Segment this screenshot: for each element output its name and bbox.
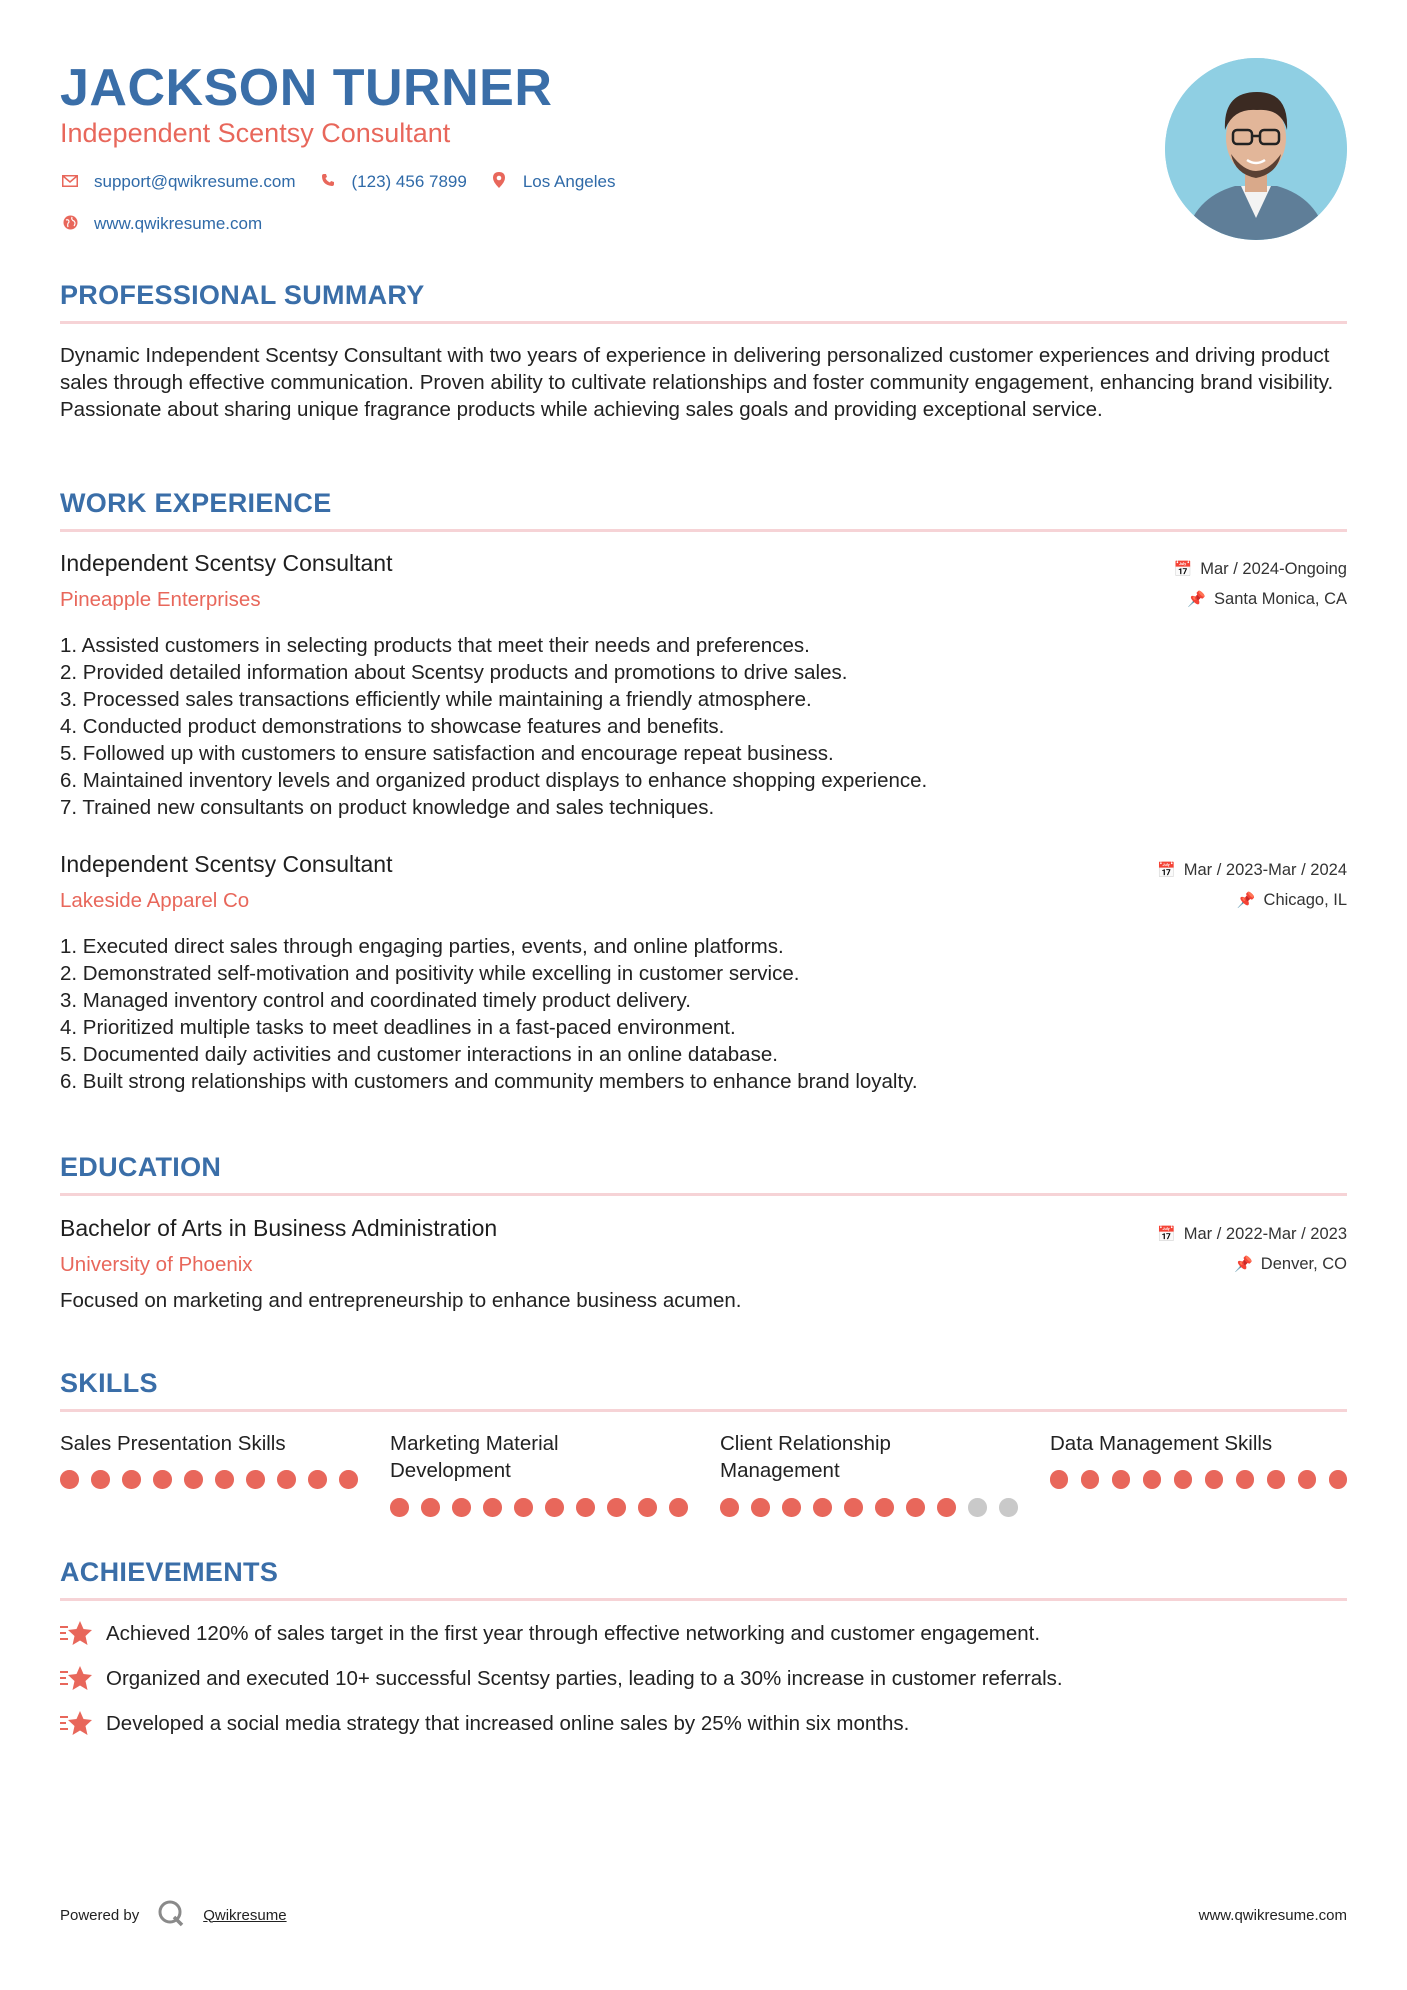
list-item: 1. Assisted customers in selecting products that meet their needs and preferences. (60, 634, 810, 657)
list-item: 6. Maintained inventory levels and organized product displays to enhance shopping experience. (60, 769, 928, 792)
rating-dot-filled (390, 1498, 409, 1517)
rating-dot-filled (844, 1498, 863, 1517)
achievement-text: Developed a social media strategy that increased online sales by 25% within six months. (106, 1711, 910, 1735)
summary-section (60, 280, 1347, 423)
rating-dot-filled (339, 1470, 358, 1489)
rating-dot-filled (1205, 1470, 1223, 1489)
summary-text: Dynamic Independent Scentsy Consultant with two years of experience in delivering personalized customer experiences and driving product sales through effective communication. Proven ability to cultivate relationships and foster community engagement, enhancing brand visibility. Passionate about sharing unique fragrance products while achieving sales goals and providing exceptional service. (60, 344, 1334, 421)
globe-icon (60, 215, 80, 234)
job-meta (1157, 855, 1347, 915)
list-item: 5. Followed up with customers to ensure satisfaction and encourage repeat business. (60, 742, 834, 765)
skill-name: Sales Presentation Skills (60, 1432, 286, 1455)
rating-dot-filled (153, 1470, 172, 1489)
rating-dot-filled (906, 1498, 925, 1517)
list-item: 2. Demonstrated self-motivation and positivity while excelling in customer service. (60, 962, 800, 985)
rating-dot-filled (91, 1470, 110, 1489)
contact-row-website (60, 214, 284, 234)
rating-dot-empty (968, 1498, 987, 1517)
website-text: www.qwikresume.com (94, 214, 263, 233)
calendar-icon: 📅 (1157, 862, 1176, 879)
rating-dot-filled (1143, 1470, 1161, 1489)
section-divider (60, 1409, 1347, 1412)
rating-dot-filled (576, 1498, 595, 1517)
brand-link[interactable]: Qwikresume (203, 1906, 287, 1924)
rating-dot-filled (215, 1470, 234, 1489)
list-item: 3. Managed inventory control and coordinated timely product delivery. (60, 989, 691, 1012)
footer-url[interactable]: www.qwikresume.com (1198, 1906, 1347, 1924)
list-item: 7. Trained new consultants on product knowledge and sales techniques. (60, 796, 715, 819)
job-company: Pineapple Enterprises (60, 588, 261, 611)
contact-phone[interactable] (318, 172, 467, 192)
achievements-heading: ACHIEVEMENTS (60, 1557, 279, 1587)
list-item: 5. Documented daily activities and customer interactions in an online database. (60, 1043, 778, 1066)
contact-row (60, 172, 637, 192)
pushpin-icon: 📌 (1234, 1256, 1253, 1273)
education-entry (60, 1215, 1347, 1313)
rating-dot-filled (545, 1498, 564, 1517)
rating-dot-filled (246, 1470, 265, 1489)
rating-dot-filled (638, 1498, 657, 1517)
email-text: support@qwikresume.com (94, 172, 296, 191)
rating-dot-filled (782, 1498, 801, 1517)
section-divider (60, 1193, 1347, 1196)
mail-icon (60, 174, 80, 191)
skills-section (60, 1368, 1347, 1412)
rating-dot-filled (813, 1498, 832, 1517)
location-pin-icon (489, 172, 509, 192)
rating-dot-filled (1329, 1470, 1347, 1489)
location-text: Los Angeles (522, 172, 616, 191)
job-company: Lakeside Apparel Co (60, 889, 250, 912)
rating-dot-empty (999, 1498, 1018, 1517)
rating-dot-filled (937, 1498, 956, 1517)
skill-name: Data Management Skills (1050, 1432, 1273, 1455)
list-item: 3. Processed sales transactions efficiently while maintaining a friendly atmosphere. (60, 688, 812, 711)
rating-dot-filled (607, 1498, 626, 1517)
education-dates: Mar / 2022-Mar / 2023 (1183, 1224, 1347, 1243)
rating-dot-filled (308, 1470, 327, 1489)
powered-by-label: Powered by (60, 1906, 140, 1924)
skill-name: Marketing Material Development (390, 1432, 559, 1482)
rating-dot-filled (1050, 1470, 1068, 1489)
achievement-item (60, 1656, 1347, 1701)
rating-dot-filled (60, 1470, 79, 1489)
achievement-item (60, 1611, 1347, 1656)
achievements-list (60, 1611, 1347, 1746)
rating-dot-filled (1267, 1470, 1285, 1489)
job-meta (1174, 554, 1347, 614)
calendar-icon: 📅 (1157, 1226, 1176, 1243)
rating-dot-filled (875, 1498, 894, 1517)
list-item: 2. Provided detailed information about Scentsy products and promotions to drive sales. (60, 661, 848, 684)
phone-text: (123) 456 7899 (351, 172, 467, 191)
school-name: University of Phoenix (60, 1253, 253, 1276)
rating-dot-filled (751, 1498, 770, 1517)
rating-dot-filled (720, 1498, 739, 1517)
contact-location (489, 172, 616, 192)
contact-email[interactable] (60, 172, 296, 192)
list-item: 1. Executed direct sales through engaging parties, events, and online platforms. (60, 935, 784, 958)
job-location: Chicago, IL (1263, 890, 1347, 909)
rating-dot-filled (122, 1470, 141, 1489)
skill-rating (390, 1498, 720, 1517)
job-bullets (60, 632, 1347, 821)
degree-title: Bachelor of Arts in Business Administration (60, 1215, 498, 1241)
education-meta (1157, 1219, 1347, 1279)
section-divider (60, 1598, 1347, 1601)
pushpin-icon: 📌 (1236, 892, 1256, 909)
skill-item (1050, 1430, 1347, 1517)
skill-item (390, 1430, 720, 1517)
rating-dot-filled (1174, 1470, 1192, 1489)
rating-dot-filled (452, 1498, 471, 1517)
skill-rating (1050, 1470, 1347, 1489)
job-location: Santa Monica, CA (1214, 589, 1347, 608)
job-entry (60, 851, 1347, 1095)
footer (60, 1900, 1347, 1930)
job-dates: Mar / 2023-Mar / 2024 (1183, 860, 1347, 879)
education-heading: EDUCATION (60, 1152, 222, 1182)
education-section (60, 1152, 1347, 1196)
education-description: Focused on marketing and entrepreneurship to enhance business acumen. (60, 1289, 742, 1312)
skill-rating (720, 1498, 1050, 1517)
candidate-name: JACKSON TURNER (60, 59, 553, 117)
rating-dot-filled (483, 1498, 502, 1517)
rating-dot-filled (421, 1498, 440, 1517)
achievement-text: Achieved 120% of sales target in the first year through effective networking and customer engagement. (106, 1621, 1041, 1645)
skills-heading: SKILLS (60, 1368, 158, 1398)
profile-photo (1165, 58, 1347, 240)
achievement-text: Organized and executed 10+ successful Scentsy parties, leading to a 30% increase in customer referrals. (106, 1666, 1063, 1690)
star-icon (60, 1664, 94, 1694)
rating-dot-filled (277, 1470, 296, 1489)
star-icon (60, 1619, 94, 1649)
rating-dot-filled (184, 1470, 203, 1489)
rating-dot-filled (1236, 1470, 1254, 1489)
job-bullets (60, 933, 1347, 1095)
experience-section (60, 488, 1347, 532)
qwikresume-logo-icon (157, 1899, 185, 1931)
education-location: Denver, CO (1260, 1254, 1347, 1273)
list-item: 4. Conducted product demonstrations to showcase features and benefits. (60, 715, 725, 738)
achievement-item (60, 1701, 1347, 1746)
pushpin-icon: 📌 (1187, 591, 1207, 608)
section-divider (60, 321, 1347, 324)
summary-heading: PROFESSIONAL SUMMARY (60, 280, 425, 310)
star-icon (60, 1709, 94, 1739)
phone-icon (318, 173, 338, 191)
calendar-icon: 📅 (1173, 561, 1193, 578)
list-item: 6. Built strong relationships with customers and community members to enhance brand loyalty. (60, 1070, 918, 1093)
skill-rating (60, 1470, 390, 1489)
rating-dot-filled (1081, 1470, 1099, 1489)
job-entry (60, 550, 1347, 821)
contact-website[interactable] (60, 214, 262, 234)
job-title: Independent Scentsy Consultant (60, 851, 393, 877)
skill-item (60, 1430, 390, 1517)
rating-dot-filled (669, 1498, 688, 1517)
skill-name: Client Relationship Management (720, 1432, 891, 1482)
achievements-section (60, 1557, 1347, 1746)
section-divider (60, 529, 1347, 532)
rating-dot-filled (514, 1498, 533, 1517)
rating-dot-filled (1298, 1470, 1316, 1489)
job-title: Independent Scentsy Consultant (60, 550, 393, 576)
skills-grid (60, 1430, 1347, 1517)
list-item: 4. Prioritized multiple tasks to meet deadlines in a fast-paced environment. (60, 1016, 736, 1039)
skill-item (720, 1430, 1050, 1517)
rating-dot-filled (1112, 1470, 1130, 1489)
job-dates: Mar / 2024-Ongoing (1200, 559, 1347, 578)
experience-heading: WORK EXPERIENCE (60, 488, 332, 518)
candidate-title: Independent Scentsy Consultant (60, 118, 451, 148)
